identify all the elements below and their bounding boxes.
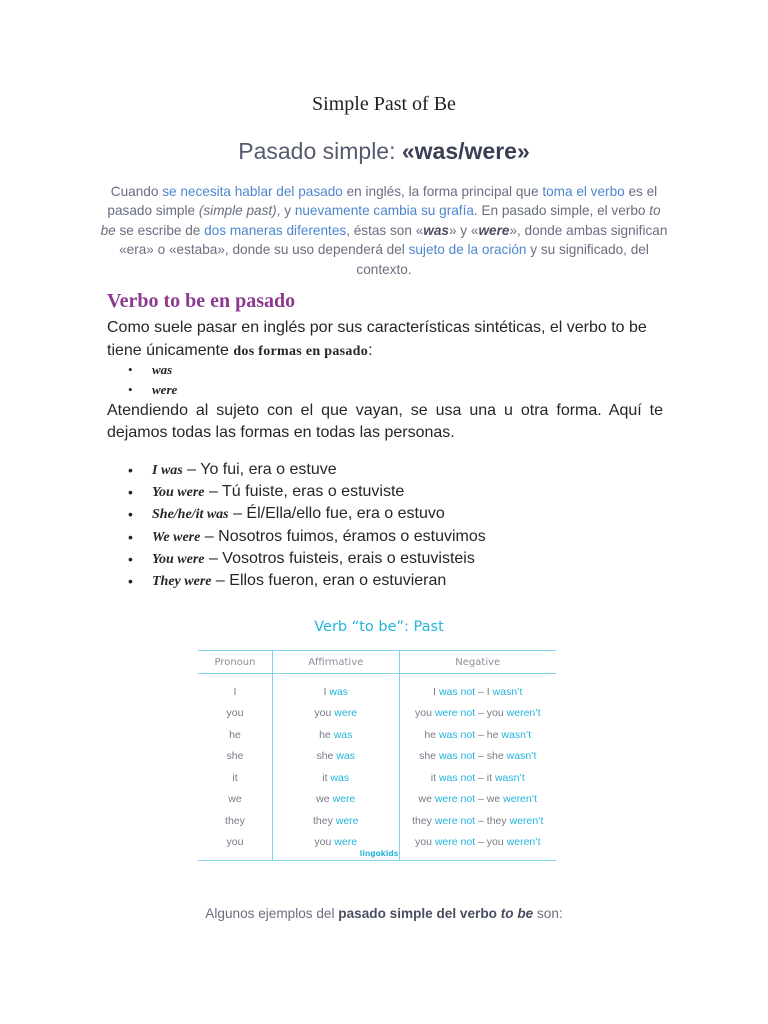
intro-bold-italic: was bbox=[423, 222, 449, 238]
negative-subject: I bbox=[433, 685, 439, 698]
affirmative-cell bbox=[272, 746, 399, 768]
pronoun-cell bbox=[198, 703, 272, 725]
outro-text-end: son: bbox=[533, 906, 563, 921]
intro-link[interactable]: nuevamente cambia su grafía bbox=[294, 203, 474, 219]
table-row bbox=[198, 767, 556, 789]
verb-table bbox=[198, 650, 556, 861]
pronoun: I bbox=[233, 685, 237, 698]
intro-italic: to be bbox=[100, 203, 661, 238]
list-item bbox=[122, 459, 486, 481]
intro-text: , y bbox=[276, 203, 295, 219]
person-translation: – Yo fui, era o estuve bbox=[182, 461, 337, 478]
subtitle-bold: «was/were» bbox=[401, 138, 530, 164]
affirmative-subject: he bbox=[319, 728, 334, 741]
intro-italic: (simple past) bbox=[198, 203, 277, 219]
pronoun: it bbox=[232, 771, 238, 784]
pronoun: she bbox=[226, 750, 244, 763]
negative-verb: was not bbox=[438, 728, 476, 741]
negative-contraction: weren’t bbox=[506, 836, 541, 849]
person-subject: I was bbox=[152, 463, 183, 478]
list-item: • were bbox=[122, 380, 177, 400]
brand-logo: lingokids bbox=[359, 849, 399, 858]
person-translation: – Tú fuiste, eras o estuviste bbox=[204, 483, 405, 501]
intro-text: y su significado, del contexto. bbox=[356, 242, 649, 277]
pronoun: you bbox=[226, 707, 244, 720]
table-header-row bbox=[198, 651, 556, 674]
intro-text: Cuando bbox=[110, 184, 163, 199]
table-row bbox=[198, 810, 556, 832]
outro-paragraph bbox=[0, 906, 768, 921]
negative-separator: – I bbox=[475, 685, 493, 698]
column-header-negative: Negative bbox=[399, 651, 556, 674]
verb-table-title: Verb “to be”: Past bbox=[314, 619, 444, 635]
negative-separator: – it bbox=[475, 771, 495, 784]
forms-paragraph-end: : bbox=[368, 342, 373, 359]
negative-cell bbox=[399, 810, 556, 832]
pronoun: you bbox=[226, 836, 244, 849]
affirmative-cell bbox=[272, 810, 399, 832]
affirmative-subject: she bbox=[316, 750, 337, 763]
pronoun-cell bbox=[198, 724, 272, 746]
section-heading: Verbo to be en pasado bbox=[107, 290, 296, 312]
pronoun-cell bbox=[198, 789, 272, 811]
negative-cell bbox=[399, 746, 556, 768]
negative-verb: were not bbox=[434, 707, 476, 720]
intro-text: se escribe de bbox=[115, 222, 205, 238]
outro-bold-italic: to be bbox=[500, 906, 534, 921]
list-item bbox=[122, 503, 486, 525]
negative-subject: it bbox=[430, 771, 439, 784]
affirmative-cell bbox=[272, 724, 399, 746]
pronoun-cell bbox=[198, 746, 272, 768]
affirmative-verb: was bbox=[329, 685, 348, 698]
column-header-affirmative: Affirmative bbox=[272, 651, 399, 674]
negative-separator: – they bbox=[475, 814, 510, 827]
intro-text: , éstas son « bbox=[346, 222, 424, 238]
affirmative-verb: were bbox=[332, 793, 356, 806]
negative-contraction: wasn’t bbox=[506, 750, 537, 763]
negative-cell bbox=[399, 674, 556, 703]
table-row bbox=[198, 724, 556, 746]
pronoun-cell bbox=[198, 767, 272, 789]
affirmative-subject: it bbox=[322, 771, 331, 784]
negative-contraction: wasn’t bbox=[494, 771, 525, 784]
person-subject: We were bbox=[152, 529, 201, 545]
verb-table-body bbox=[198, 674, 556, 861]
affirmative-cell bbox=[272, 789, 399, 811]
subtitle-text: Pasado simple: bbox=[238, 138, 402, 164]
negative-cell bbox=[399, 703, 556, 725]
intro-bold-italic: were bbox=[478, 222, 510, 238]
list-item bbox=[122, 570, 486, 592]
table-row bbox=[198, 746, 556, 768]
negative-separator: – we bbox=[475, 793, 504, 806]
negative-verb: were not bbox=[434, 836, 476, 849]
negative-subject: you bbox=[414, 707, 435, 720]
negative-subject: he bbox=[424, 728, 439, 741]
negative-subject: we bbox=[418, 793, 435, 806]
persons-intro-paragraph: Atendiendo al sujeto con el que vayan, se usa una u otra forma. Aquí te dejamos todas las formas en todas las personas. bbox=[107, 402, 663, 441]
person-subject: You were bbox=[152, 485, 205, 501]
persons-list bbox=[122, 459, 486, 592]
negative-contraction: weren’t bbox=[509, 814, 544, 827]
intro-text: en inglés, la forma principal que bbox=[342, 184, 543, 199]
person-translation: – Vosotros fuisteis, erais o estuvisteis bbox=[204, 549, 475, 567]
negative-contraction: wasn’t bbox=[501, 728, 532, 741]
negative-contraction: wasn’t bbox=[492, 685, 523, 698]
table-row bbox=[198, 703, 556, 725]
table-row bbox=[198, 674, 556, 703]
negative-cell bbox=[399, 789, 556, 811]
affirmative-subject: you bbox=[314, 707, 335, 720]
list-item: • was bbox=[122, 360, 177, 380]
pronoun: they bbox=[225, 814, 245, 827]
negative-verb: was not bbox=[438, 685, 476, 698]
intro-paragraph bbox=[100, 182, 668, 279]
pronoun: we bbox=[228, 793, 242, 806]
negative-contraction: weren’t bbox=[506, 707, 541, 720]
person-translation: – Nosotros fuimos, éramos o estuvimos bbox=[200, 527, 486, 545]
intro-text: », donde ambas significan «era» o «estaba», donde su uso dependerá del bbox=[119, 222, 668, 258]
list-item bbox=[122, 548, 486, 570]
forms-paragraph bbox=[107, 316, 663, 363]
negative-subject: you bbox=[414, 836, 435, 849]
document-title: Simple Past of Be bbox=[312, 93, 456, 115]
person-subject: She/he/it was bbox=[152, 507, 229, 523]
list-item bbox=[122, 526, 486, 548]
negative-verb: were not bbox=[434, 814, 476, 827]
affirmative-cell bbox=[272, 674, 399, 703]
intro-text: » y « bbox=[448, 222, 479, 238]
table-row bbox=[198, 789, 556, 811]
pronoun-cell bbox=[198, 674, 272, 703]
negative-verb: was not bbox=[438, 750, 476, 763]
affirmative-verb: were bbox=[335, 814, 359, 827]
list-item bbox=[122, 481, 486, 503]
affirmative-cell bbox=[272, 767, 399, 789]
negative-cell bbox=[399, 724, 556, 746]
affirmative-subject: I bbox=[323, 685, 330, 698]
pronoun-cell bbox=[198, 810, 272, 832]
pronoun: he bbox=[229, 728, 241, 741]
negative-cell bbox=[399, 767, 556, 789]
page-subtitle bbox=[0, 138, 768, 165]
intro-text: . En pasado simple, el verbo bbox=[473, 203, 650, 219]
affirmative-subject: they bbox=[312, 814, 336, 827]
person-translation: – Ellos fueron, eran o estuvieran bbox=[211, 571, 447, 589]
intro-link[interactable]: toma el verbo bbox=[542, 184, 625, 199]
affirmative-verb: was bbox=[333, 728, 353, 741]
outro-text: Algunos ejemplos del bbox=[205, 906, 339, 921]
person-translation: – Él/Ella/ello fue, era o estuvo bbox=[228, 505, 445, 523]
negative-verb: were not bbox=[434, 793, 476, 806]
intro-text: es el pasado simple bbox=[107, 184, 658, 219]
negative-subject: they bbox=[412, 814, 435, 827]
intro-link[interactable]: se necesita hablar del pasado bbox=[162, 184, 343, 199]
affirmative-verb: was bbox=[330, 771, 350, 784]
negative-separator: – you bbox=[475, 707, 507, 720]
affirmative-verb: were bbox=[334, 707, 358, 720]
negative-verb: was not bbox=[438, 771, 476, 784]
person-subject: They were bbox=[152, 573, 212, 589]
affirmative-subject: you bbox=[314, 836, 335, 849]
outro-bold: pasado simple del verbo bbox=[338, 906, 501, 921]
negative-separator: – he bbox=[475, 728, 502, 741]
affirmative-verb: was bbox=[336, 750, 355, 763]
affirmative-subject: we bbox=[316, 793, 333, 806]
affirmative-cell bbox=[272, 703, 399, 725]
forms-paragraph-bold: dos formas en pasado bbox=[233, 344, 369, 359]
intro-link[interactable]: dos maneras diferentes bbox=[204, 222, 347, 238]
intro-link[interactable]: sujeto de la oración bbox=[408, 242, 527, 258]
column-header-pronoun: Pronoun bbox=[198, 651, 272, 674]
negative-subject: she bbox=[419, 750, 439, 763]
forms-list bbox=[122, 360, 177, 400]
negative-separator: – you bbox=[475, 836, 507, 849]
person-subject: You were bbox=[152, 551, 205, 567]
negative-contraction: weren’t bbox=[503, 793, 537, 806]
affirmative-verb: were bbox=[334, 836, 358, 849]
negative-separator: – she bbox=[475, 750, 507, 763]
forms-paragraph-text: Como suele pasar en inglés por sus características sintéticas, el verbo to be tiene únicamente bbox=[107, 319, 647, 359]
